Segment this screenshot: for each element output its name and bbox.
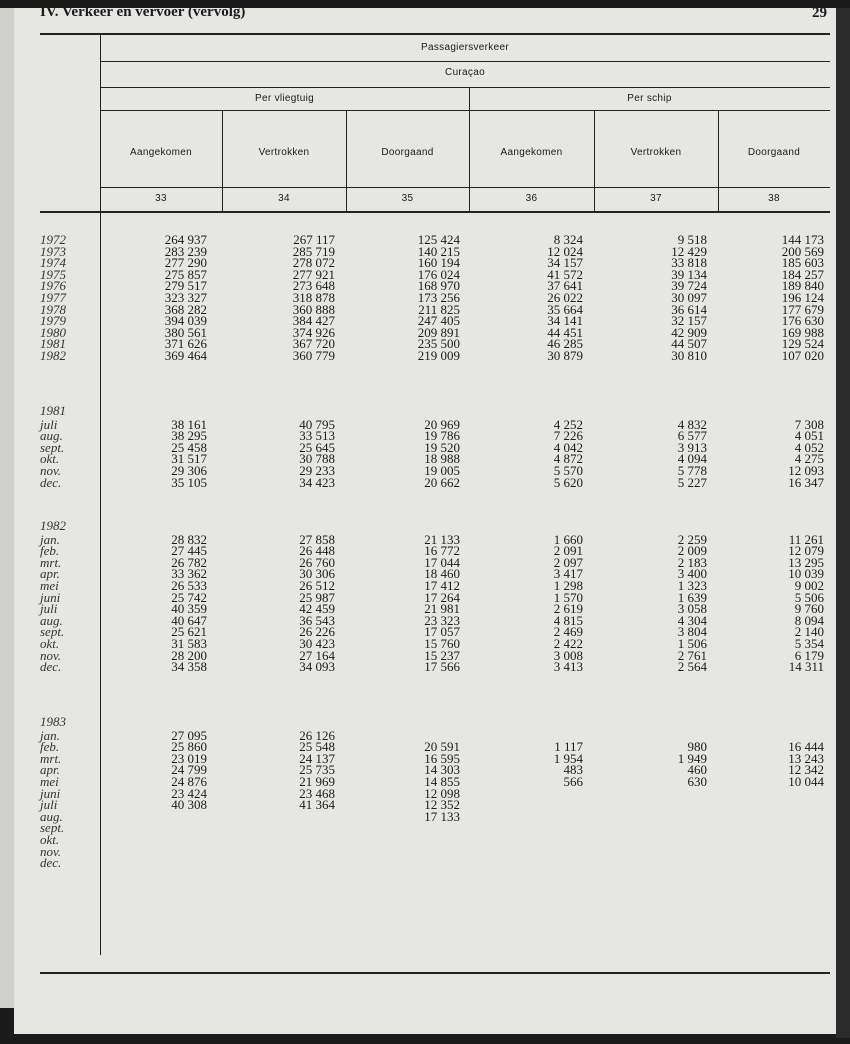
row-label: jan.: [40, 727, 60, 743]
table-cell: 323 327: [164, 290, 207, 305]
table-cell: 1 323: [677, 578, 707, 593]
table-cell: 12 342: [788, 762, 824, 778]
table-cell: 25 987: [299, 589, 335, 605]
column-header: Aangekomen: [130, 147, 192, 158]
table-cell: 17 566: [424, 659, 460, 675]
table-cell: 46 285: [547, 336, 583, 352]
table-cell: 23 323: [424, 612, 460, 628]
table-cell: 6 577: [677, 428, 707, 444]
table-cell: 1 639: [677, 589, 707, 605]
table-cell: 3 008: [553, 647, 583, 663]
table-cell: 30 788: [299, 451, 335, 467]
table-cell: 36 614: [671, 301, 707, 317]
table-cell: 1 570: [553, 589, 583, 605]
table-cell: 9 002: [794, 578, 824, 593]
group-header-air: Per vliegtuig: [255, 93, 314, 104]
table-cell: 28 832: [171, 531, 207, 547]
table-cell: 2 761: [677, 647, 707, 663]
table-cell: 277 921: [292, 266, 335, 282]
row-label: sept.: [40, 820, 65, 836]
table-cell: 31 517: [171, 451, 207, 467]
table-cell: 1 298: [553, 578, 583, 593]
row-label: mei: [40, 578, 59, 593]
table-cell: 630: [687, 774, 707, 789]
table-cell: 37 641: [547, 278, 583, 294]
table-cell: 34 093: [299, 659, 335, 675]
table-cell: 15 237: [424, 647, 460, 663]
header-bottom-rule: [40, 211, 830, 213]
table-row: [0, 474, 850, 490]
table-cell: 25 645: [299, 439, 335, 455]
table-cell: 19 005: [424, 463, 460, 478]
table-cell: 2 259: [677, 531, 707, 547]
table-cell: 16 444: [788, 739, 824, 755]
table-cell: 24 876: [171, 774, 207, 789]
table-top-rule: [40, 33, 830, 35]
table-cell: 5 570: [553, 463, 583, 478]
table-cell: 44 507: [671, 336, 707, 352]
column-number: 33: [155, 193, 167, 204]
column-header: Vertrokken: [258, 147, 310, 158]
table-cell: 40 308: [171, 797, 207, 813]
column-header: Doorgaand: [381, 147, 434, 158]
row-label: feb.: [40, 739, 60, 755]
table-cell: 273 648: [292, 278, 335, 294]
row-label: juni: [40, 589, 61, 605]
table-cell: 5 778: [677, 463, 707, 478]
table-cell: 25 735: [299, 762, 335, 778]
table-cell: 23 019: [171, 750, 207, 766]
table-cell: 12 352: [424, 797, 460, 813]
row-label: dec.: [40, 855, 62, 871]
row-label: dec.: [40, 659, 62, 675]
table-cell: 31 583: [171, 636, 207, 651]
table-cell: 189 840: [781, 278, 824, 294]
table-cell: 278 072: [292, 255, 335, 271]
row-label: juli: [40, 416, 58, 432]
row-label: okt.: [40, 832, 60, 847]
table-cell: 35 105: [171, 474, 207, 490]
table-cell: 23 424: [171, 785, 207, 801]
row-label: 1977: [40, 290, 66, 305]
table-cell: 2 564: [677, 659, 707, 675]
table-cell: 12 024: [547, 243, 583, 259]
table-cell: 2 183: [677, 554, 707, 570]
table-cell: 460: [687, 762, 707, 778]
row-label: mrt.: [40, 554, 62, 570]
table-cell: 384 427: [292, 313, 335, 329]
table-cell: 5 620: [553, 474, 583, 490]
table-cell: 16 347: [788, 474, 824, 490]
block-label-row: [0, 716, 850, 728]
table-cell: 360 888: [292, 301, 335, 317]
table-cell: 38 295: [171, 428, 207, 444]
table-cell: 235 500: [417, 336, 460, 352]
table-cell: 30 306: [299, 566, 335, 582]
table-cell: 3 913: [677, 439, 707, 455]
table-cell: 177 679: [781, 301, 824, 317]
table-cell: 25 742: [171, 589, 207, 605]
rule: [100, 110, 830, 111]
table-cell: 33 818: [671, 255, 707, 271]
row-label: juni: [40, 785, 61, 801]
table-cell: 36 543: [299, 612, 335, 628]
column-number: 38: [768, 193, 780, 204]
row-label: nov.: [40, 843, 62, 859]
table-cell: 264 937: [164, 232, 207, 247]
table-cell: 42 909: [671, 324, 707, 340]
table-cell: 8 094: [794, 612, 824, 628]
table-cell: 219 009: [417, 348, 460, 363]
table-cell: 23 468: [299, 785, 335, 801]
row-label: 1981: [40, 336, 66, 352]
table-cell: 25 860: [171, 739, 207, 755]
page-number: 29: [812, 5, 827, 21]
row-label: aug.: [40, 612, 63, 628]
table-cell: 10 044: [788, 774, 824, 789]
table-cell: 9 518: [677, 232, 707, 247]
row-label: juli: [40, 601, 58, 617]
table-cell: 169 988: [781, 324, 824, 340]
table-cell: 4 815: [553, 612, 583, 628]
table-cell: 173 256: [417, 290, 460, 305]
table-cell: 20 969: [424, 416, 460, 432]
row-label: mei: [40, 774, 59, 789]
table-cell: 1 660: [553, 531, 583, 547]
table-cell: 4 042: [553, 439, 583, 455]
table-cell: 200 569: [781, 243, 824, 259]
table-cell: 2 097: [553, 554, 583, 570]
table-cell: 4 304: [677, 612, 707, 628]
row-label: juli: [40, 797, 58, 813]
table-cell: 26 226: [299, 624, 335, 640]
table-cell: 16 595: [424, 750, 460, 766]
table-cell: 4 275: [794, 451, 824, 467]
table-cell: 184 257: [781, 266, 824, 282]
table-cell: 27 095: [171, 727, 207, 743]
table-cell: 176 024: [417, 266, 460, 282]
table-cell: 32 157: [671, 313, 707, 329]
rule: [100, 187, 830, 188]
table-cell: 6 179: [794, 647, 824, 663]
table-cell: 30 097: [671, 290, 707, 305]
table-cell: 40 795: [299, 416, 335, 432]
table-cell: 17 264: [424, 589, 460, 605]
table-cell: 374 926: [292, 324, 335, 340]
row-label: feb.: [40, 543, 60, 559]
table-cell: 160 194: [417, 255, 460, 271]
table-cell: 39 134: [671, 266, 707, 282]
table-cell: 5 227: [677, 474, 707, 490]
table-cell: 9 760: [794, 601, 824, 617]
table-cell: 40 647: [171, 612, 207, 628]
table-cell: 285 719: [292, 243, 335, 259]
row-label: mrt.: [40, 750, 62, 766]
table-cell: 19 786: [424, 428, 460, 444]
table-row: [0, 822, 850, 834]
table-row: [0, 857, 850, 869]
table-cell: 41 572: [547, 266, 583, 282]
table-cell: 5 354: [794, 636, 824, 651]
table-cell: 4 252: [553, 416, 583, 432]
table-cell: 360 779: [292, 348, 335, 363]
table-cell: 15 760: [424, 636, 460, 651]
row-label: sept.: [40, 624, 65, 640]
row-label: 1978: [40, 301, 66, 317]
table-cell: 38 161: [171, 416, 207, 432]
table-cell: 26 022: [547, 290, 583, 305]
table-cell: 26 533: [171, 578, 207, 593]
table-cell: 39 724: [671, 278, 707, 294]
table-cell: 5 506: [794, 589, 824, 605]
table-cell: 1 506: [677, 636, 707, 651]
table-cell: 367 720: [292, 336, 335, 352]
table-cell: 129 524: [781, 336, 824, 352]
row-label: apr.: [40, 762, 60, 778]
table-cell: 12 079: [788, 543, 824, 559]
table-row: [0, 834, 850, 846]
table-cell: 211 825: [418, 301, 460, 317]
table-cell: 20 591: [424, 739, 460, 755]
table-cell: 125 424: [417, 232, 460, 247]
table-cell: 35 664: [547, 301, 583, 317]
table-cell: 107 020: [781, 348, 824, 363]
table-cell: 25 621: [171, 624, 207, 640]
rule: [100, 61, 830, 62]
table-cell: 1 954: [553, 750, 583, 766]
row-label: 1973: [40, 243, 66, 259]
table-cell: 26 126: [299, 727, 335, 743]
table-cell: 318 878: [292, 290, 335, 305]
table-cell: 16 772: [424, 543, 460, 559]
row-label: apr.: [40, 566, 60, 582]
table-cell: 980: [687, 739, 707, 755]
table-row: [0, 808, 850, 824]
table-cell: 24 799: [171, 762, 207, 778]
table-cell: 33 513: [299, 428, 335, 444]
table-cell: 18 460: [424, 566, 460, 582]
table-cell: 26 448: [299, 543, 335, 559]
row-label: nov.: [40, 463, 62, 478]
table-cell: 27 445: [171, 543, 207, 559]
table-cell: 3 804: [677, 624, 707, 640]
table-cell: 33 362: [171, 566, 207, 582]
row-label: 1976: [40, 278, 66, 294]
block-label: 1982: [40, 518, 66, 533]
table-cell: 369 464: [164, 348, 207, 363]
table-cell: 2 422: [553, 636, 583, 651]
rule: [100, 87, 830, 88]
table-cell: 2 619: [553, 601, 583, 617]
table-row: [0, 661, 850, 673]
table-cell: 27 858: [299, 531, 335, 547]
row-label: aug.: [40, 428, 63, 444]
table-cell: 17 044: [424, 554, 460, 570]
table-cell: 40 359: [171, 601, 207, 617]
table-cell: 29 233: [299, 463, 335, 478]
row-label: 1982: [40, 348, 66, 363]
row-label: 1974: [40, 255, 66, 271]
table-cell: 19 520: [424, 439, 460, 455]
table-cell: 21 133: [424, 531, 460, 547]
table-cell: 13 295: [788, 554, 824, 570]
row-label: 1972: [40, 232, 66, 247]
table-cell: 1 117: [554, 739, 583, 755]
table-cell: 168 970: [417, 278, 460, 294]
table-bottom-rule: [40, 972, 830, 974]
table-cell: 26 760: [299, 554, 335, 570]
table-cell: 1 949: [677, 750, 707, 766]
table-cell: 394 039: [164, 313, 207, 329]
table-cell: 275 857: [164, 266, 207, 282]
table-cell: 185 603: [781, 255, 824, 271]
table-cell: 12 098: [424, 785, 460, 801]
block-label: 1981: [40, 403, 66, 418]
group-header-ship: Per schip: [627, 93, 672, 104]
table-title: Passagiersverkeer: [421, 42, 509, 53]
table-cell: 4 051: [794, 428, 824, 444]
row-label: 1980: [40, 324, 66, 340]
row-label: sept.: [40, 439, 65, 455]
table-cell: 13 243: [788, 750, 824, 766]
column-number: 36: [525, 193, 538, 204]
table-row: [0, 843, 850, 859]
row-label: okt.: [40, 636, 60, 651]
table-cell: 11 261: [788, 531, 824, 547]
table-cell: 18 988: [424, 451, 460, 467]
table-cell: 14 303: [424, 762, 460, 778]
table-cell: 566: [563, 774, 583, 789]
table-cell: 41 364: [299, 797, 335, 813]
table-cell: 279 517: [164, 278, 207, 294]
column-number: 37: [650, 193, 662, 204]
table-cell: 371 626: [164, 336, 207, 352]
table-cell: 267 117: [293, 232, 335, 247]
table-cell: 3 400: [677, 566, 707, 582]
table-cell: 483: [563, 762, 583, 778]
table-cell: 44 451: [547, 324, 583, 340]
table-cell: 12 429: [671, 243, 707, 259]
table-cell: 27 164: [299, 647, 335, 663]
table-cell: 29 306: [171, 463, 207, 478]
table-cell: 12 093: [788, 463, 824, 478]
table-cell: 140 215: [417, 243, 460, 259]
block-label-row: [0, 520, 850, 532]
table-cell: 4 832: [677, 416, 707, 432]
table-cell: 17 057: [424, 624, 460, 640]
table-cell: 4 052: [794, 439, 824, 455]
row-label: nov.: [40, 647, 62, 663]
table-cell: 2 009: [677, 543, 707, 559]
table-cell: 17 133: [424, 808, 460, 824]
row-label: jan.: [40, 531, 60, 547]
table-cell: 24 137: [299, 750, 335, 766]
table-cell: 2 469: [553, 624, 583, 640]
table-cell: 42 459: [299, 601, 335, 617]
table-cell: 26 782: [171, 554, 207, 570]
table-cell: 25 458: [171, 439, 207, 455]
table-cell: 30 423: [299, 636, 335, 651]
column-header: Vertrokken: [630, 147, 682, 158]
table-cell: 368 282: [164, 301, 207, 317]
table-cell: 176 630: [781, 313, 824, 329]
block-label-row: [0, 405, 850, 417]
row-label: dec.: [40, 474, 62, 490]
column-number: 34: [278, 193, 290, 204]
table-cell: 20 662: [424, 474, 460, 490]
table-cell: 30 810: [671, 348, 707, 363]
table-cell: 277 290: [164, 255, 207, 271]
row-label: 1975: [40, 266, 66, 282]
table-cell: 7 308: [794, 416, 824, 432]
table-cell: 34 423: [299, 474, 335, 490]
table-cell: 209 891: [417, 324, 460, 340]
table-cell: 14 311: [788, 659, 824, 675]
table-cell: 25 548: [299, 739, 335, 755]
row-label: aug.: [40, 808, 63, 824]
table-row: [0, 350, 850, 362]
table-cell: 2 140: [794, 624, 824, 640]
column-header: Aangekomen: [500, 147, 563, 158]
table-cell: 4 094: [677, 451, 707, 467]
table-cell: 28 200: [171, 647, 207, 663]
region-header: Curaçao: [445, 67, 485, 78]
row-label: okt.: [40, 451, 60, 467]
row-label: 1979: [40, 313, 66, 329]
table-cell: 283 239: [164, 243, 207, 259]
table-cell: 26 512: [299, 578, 335, 593]
table-cell: 10 039: [788, 566, 824, 582]
column-header: Doorgaand: [747, 147, 801, 158]
table-cell: 2 091: [553, 543, 583, 559]
block-label: 1983: [40, 714, 66, 729]
table-cell: 34 157: [547, 255, 583, 271]
table-cell: 3 413: [553, 659, 583, 675]
table-cell: 34 141: [547, 313, 583, 329]
table-cell: 8 324: [553, 232, 583, 247]
table-cell: 34 358: [171, 659, 207, 675]
table-cell: 380 561: [164, 324, 207, 340]
table-cell: 17 412: [424, 578, 460, 593]
table-cell: 4 872: [553, 451, 583, 467]
table-cell: 196 124: [781, 290, 824, 305]
table-cell: 247 405: [417, 313, 460, 329]
table-cell: 3 417: [553, 566, 583, 582]
table-cell: 30 879: [547, 348, 583, 363]
table-cell: 21 981: [424, 601, 460, 617]
table-cell: 7 226: [553, 428, 583, 444]
table-cell: 14 855: [424, 774, 460, 789]
column-number: 35: [401, 193, 414, 204]
section-title: IV. Verkeer en vervoer (vervolg): [40, 4, 246, 20]
table-cell: 21 969: [299, 774, 335, 789]
table-cell: 144 173: [781, 232, 824, 247]
table-cell: 3 058: [677, 601, 707, 617]
